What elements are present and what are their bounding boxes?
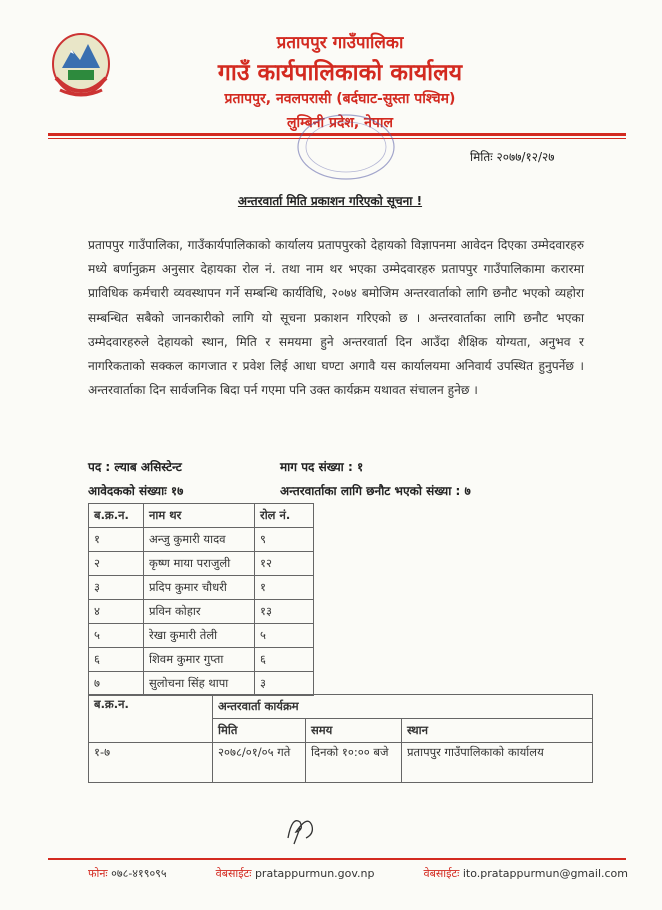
cell-name: सुलोचना सिंह थापा	[144, 672, 255, 696]
cell-name: रेखा कुमारी तेली	[144, 624, 255, 648]
table-row	[89, 600, 314, 624]
cell-time: दिनको १०:०० बजे	[306, 743, 402, 783]
table-row	[89, 672, 314, 696]
post-label: पद : ल्याब असिस्टेन्ट	[88, 460, 182, 474]
cell-date: २०७८/०१/०५ गते	[213, 743, 306, 783]
cell-serial: १-७	[89, 743, 213, 783]
cell-serial: ७	[89, 672, 144, 696]
table-row	[89, 648, 314, 672]
office-title: गाउँ कार्यपालिकाको कार्यालय	[217, 60, 463, 86]
office-stamp	[295, 112, 397, 182]
col-name: नाम थर	[144, 504, 255, 528]
cell-roll: ३	[255, 672, 314, 696]
cell-roll: १२	[255, 552, 314, 576]
cell-name: शिवम कुमार गुप्ता	[144, 648, 255, 672]
candidate-table	[88, 503, 314, 696]
cell-venue: प्रतापपुर गाउँपालिकाको कार्यालय	[402, 743, 593, 783]
cell-serial: १	[89, 528, 144, 552]
cell-name: प्रविन कोहार	[144, 600, 255, 624]
footer-phone: फोनः ०७८-४१९०९५	[88, 867, 167, 880]
footer-rule	[48, 858, 626, 860]
notice-body: प्रतापपुर गाउँपालिका, गाउँकार्यपालिकाको कार्यालय प्रतापपुरको देहायको विज्ञापनमा आवेदन दिएका उम्मेदवारहरु मध्ये बर्णानुक्रम अनुसार देहायका रोल नं. तथा नाम थर भएका उम्मेदवारहरु प्रतापपुर गाउँपालिकामा करारमा प्राविधिक कर्मचारी व्यवस्थापन गर्ने सम्बन्धि कार्यविधि, २०७४ बमोजिम अन्तरवार्ताको लागि छनौट भएको व्यहोरा सम्बन्धित सबैको जानकारीको लागि यो सूचना प्रकाशन गरिएको छ । अन्तरवार्ताका लागि छनौट भएका उम्मेदवारहरुले देहायको स्थान, मिति र समयमा हुने अन्तरवार्ता दिन आउँदा शैक्षिक योग्यता, अनुभव र नागरिकताको सक्कल कागजात र प्रवेश लिई आधा घण्टा अगावै यस कार्यालयमा अनिवार्य उपस्थित हुनुपर्नेछ । अन्तरवार्ताका दिन सार्वजनिक बिदा पर्न गएमा पनि उक्त कार्यक्रम यथावत संचालन हुनेछ ।	[88, 238, 584, 398]
cell-roll: १३	[255, 600, 314, 624]
municipality-name: प्रतापपुर गाउँपालिका	[276, 33, 404, 53]
applicant-count: आवेदकको संख्याः १७	[88, 484, 184, 498]
table-row	[89, 528, 314, 552]
cell-name: अन्जु कुमारी यादव	[144, 528, 255, 552]
table-header-row	[89, 695, 593, 719]
office-province: लुम्बिनी प्रदेश, नेपाल	[287, 115, 393, 131]
notice-title: अन्तरवार्ता मिति प्रकाशन गरिएको सूचना !	[237, 194, 423, 208]
cell-roll: ६	[255, 648, 314, 672]
footer-website[interactable]: वेबसाईटः pratappurmun.gov.np	[215, 867, 375, 880]
cell-serial: ४	[89, 600, 144, 624]
cell-serial: ६	[89, 648, 144, 672]
demand-count: माग पद संख्या : १	[280, 460, 364, 474]
cell-serial: ५	[89, 624, 144, 648]
footer-email[interactable]: वेबसाईटः ito.pratappurmun@gmail.com	[423, 867, 628, 880]
cell-roll: १	[255, 576, 314, 600]
table-row	[89, 624, 314, 648]
table-header-row	[89, 504, 314, 528]
col-time: समय	[306, 719, 402, 743]
cell-name: कृष्ण माया पराजुली	[144, 552, 255, 576]
table-row	[89, 552, 314, 576]
office-address: प्रतापपुर, नवलपरासी (बर्दघाट-सुस्ता पश्चिम)	[224, 91, 456, 107]
footer	[88, 866, 628, 881]
notice-date: मितिः २०७७/१२/२७	[470, 150, 555, 164]
nepal-emblem-logo	[50, 28, 112, 106]
cell-serial: २	[89, 552, 144, 576]
cell-serial: ३	[89, 576, 144, 600]
shortlisted-count: अन्तरवार्ताका लागि छनौट भएको संख्या : ७	[280, 484, 471, 498]
col-serial: ब.क्र.न.	[89, 504, 144, 528]
cell-roll: ५	[255, 624, 314, 648]
table-row	[89, 576, 314, 600]
col-interview-program: अन्तरवार्ता कार्यक्रम	[213, 695, 593, 719]
col-roll: रोल नं.	[255, 504, 314, 528]
col-serial: ब.क्र.न.	[89, 695, 213, 743]
schedule-table	[88, 694, 593, 783]
col-venue: स्थान	[402, 719, 593, 743]
cell-roll: ९	[255, 528, 314, 552]
table-row	[89, 743, 593, 783]
col-date: मिति	[213, 719, 306, 743]
cell-name: प्रदिप कुमार चौधरी	[144, 576, 255, 600]
signature	[282, 808, 322, 848]
